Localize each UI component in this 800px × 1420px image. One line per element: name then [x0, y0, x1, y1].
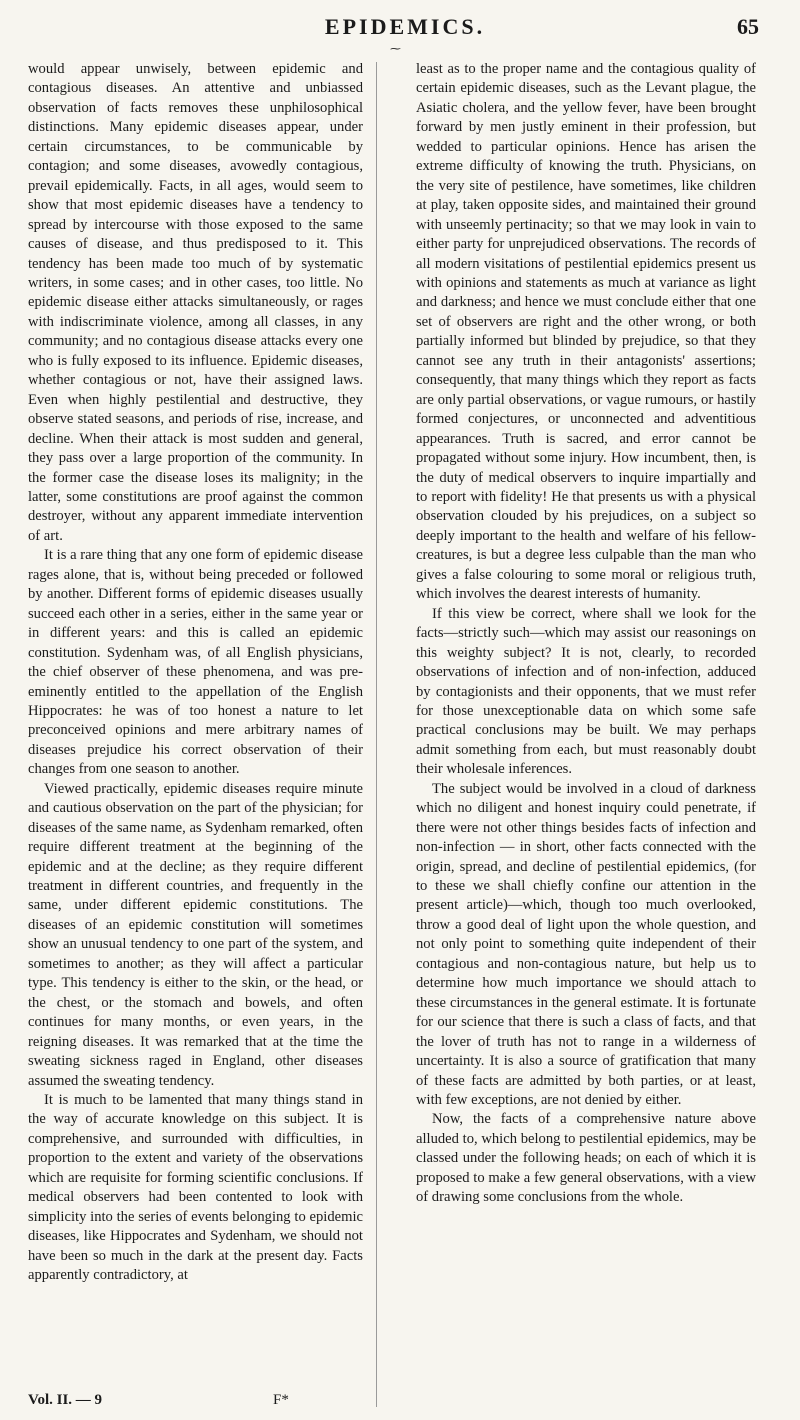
- signature-mark: F*: [273, 1392, 289, 1408]
- paragraph: Now, the facts of a comprehensive nature above alluded to, which belong to pestilential epidemics, may be classed under the following heads; on each of which it is proposed to make a few general observations, with a view of drawing some conclusions from the whole.: [416, 1111, 756, 1206]
- page-footer: [28, 1392, 363, 1409]
- volume-marker: Vol. II. — 9: [28, 1392, 103, 1408]
- ornament-icon: ⁓: [390, 43, 401, 55]
- paragraph: Viewed practically, epidemic diseases require minute and cautious observation on the part of the physician; for diseases of the same name, as Sydenham remarked, often require different treatment at the beginning of the epidemic and at the decline; as they require different treatment in different countries, and frequently in the same, under different epidemic constitutions. The diseases of an epidemic constitution will sometimes show an unusual tendency to one part of the system, and sometimes to another; as they will affect a particular type. This tendency is either to the skin, or the head, or the chest, or the stomach and bowels, and often continues for many months, or even years, in the reigning diseases. It was remarked that at the time the sweating sickness raged in England, other diseases assumed the sweating tendency.: [28, 780, 363, 1089]
- left-column: [28, 60, 363, 1286]
- paragraph: It is a rare thing that any one form of epidemic disease rages alone, that is, without being preceded or followed by another. Different forms of epidemic diseases usually succeed each other in a series, either in the same year or in different years: and this is called an epidemic constitution. Sydenham was, of all English physicians, the chief observer of these phenomena, and was pre-eminently entitled to the appellation of the English Hippocrates: he was of too honest a nature to let preconceived opinions and mere arbitrary names of diseases prejudice his correct observation of their changes from one season to another.: [28, 547, 363, 778]
- right-column: [416, 60, 756, 1208]
- paragraph: It is much to be lamented that many things stand in the way of accurate knowledge on this subject. It is comprehensive, and surrounded with difficulties, in proportion to the extent and variety of the observations which are requisite for forming scientific conclusions. If medical observers had been contented to look with simplicity into the series of events belonging to epidemic diseases, like Hippocrates and Sydenham, we should not have been so much in the dark at the present day. Facts apparently contradictory, at: [28, 1092, 363, 1284]
- paragraph: If this view be correct, where shall we look for the facts—strictly such—which may assist our reasonings on this weighty subject? It is not, clearly, to recorded observations of infection and of non-infection, adduced by contagionists and their opponents, that we must refer for those unexceptionable data on which some safe practical conclusions may be built. We may perhaps admit something from each, but must reasonably doubt their wholesale inferences.: [416, 605, 756, 778]
- paragraph: least as to the proper name and the contagious quality of certain epidemic diseases, such as the Levant plague, the Asiatic cholera, and the yellow fever, have been brought forward by men justly eminent in their profession, but wedded to particular opinions. Hence has arisen the extreme difficulty of knowing the truth. Physicians, on the very site of pestilence, have sometimes, like children at play, taken opposite sides, and maintained their ground with unseemly pertinacity; so that we may look in vain to either party for unprejudiced observations. The records of all modern visitations of pestilential epidemics present us with opinions and statements as much at variance as light and darkness; and hence we must conclude either that one set of observers are right and the other wrong, or both partially informed but blinded by prejudice, so that they cannot see any truth in their antagonists' assertions; consequently, that many things which they report as facts are only partial observations, or vague rumours, or hastily formed conjectures, or unconnected and adventitious appearances. Truth is sacred, and error cannot be propagated without some injury. How incumbent, then, is the duty of medical observers to inquire impartially and to report with fidelity! He that presents us with a physical observation clouded by his prejudices, on a subject so deeply important to the health and welfare of his fellow-creatures, is but a degree less culpable than the man who gives a false colouring to some moral or religious truth, which involves the dearest interests of humanity.: [416, 61, 756, 603]
- page-title: EPIDEMICS.: [324, 14, 486, 39]
- paragraph: The subject would be involved in a cloud of darkness which no diligent and honest inquiry could penetrate, if there were not other things besides facts of infection and non-infection — in short, other facts connected with the origin, spread, and decline of pestilential epidemics, (for to these we shall chiefly confine our attention in the present article)—which, though too much overlooked, throw a good deal of light upon the whole question, and not only point to something quite independent of their contagious and non-contagious nature, but help us to determine how much importance we should attach to these circumstances in the general estimate. It is fortunate for our science that there is such a class of facts, and that the lover of truth has not to range in a wilderness of uncertainty. It is also a source of gratification that many of these facts are admitted by both parties, or at least, with few exceptions, are not denied by either.: [416, 780, 756, 1109]
- column-divider: [376, 62, 377, 1407]
- running-head: [55, 14, 759, 44]
- page-number: 65: [737, 14, 759, 39]
- paragraph: would appear unwisely, between epidemic and contagious diseases. An attentive and unbiassed observation of facts removes these unphilosophical distinctions. Many epidemic diseases appear, under certain circumstances, to be communicable by contagion; and some diseases, avowedly contagious, prevail epidemically. Facts, in all ages, would seem to show that most epidemic diseases have a tendency to spread by intercourse with those exposed to the same causes of disease, and thus predisposed to it. This tendency has been made too much of by systematic writers, in some cases; and in other cases, too little. No epidemic disease either attacks simultaneously, or rages with indiscriminate violence, among all classes, in any community; and no contagious disease attacks every one who is fully exposed to its influence. Epidemic diseases, whether contagious or not, have their assigned laws. Even when highly pestilential and destructive, they observe stated seasons, and periods of rise, increase, and decline. When their attack is most sudden and general, they pass over a large proportion of the community. In the former case the disease loses its malignity; in the latter, some constitutions are proof against the common destroyer, without any apparent immediate intervention of art.: [28, 61, 363, 544]
